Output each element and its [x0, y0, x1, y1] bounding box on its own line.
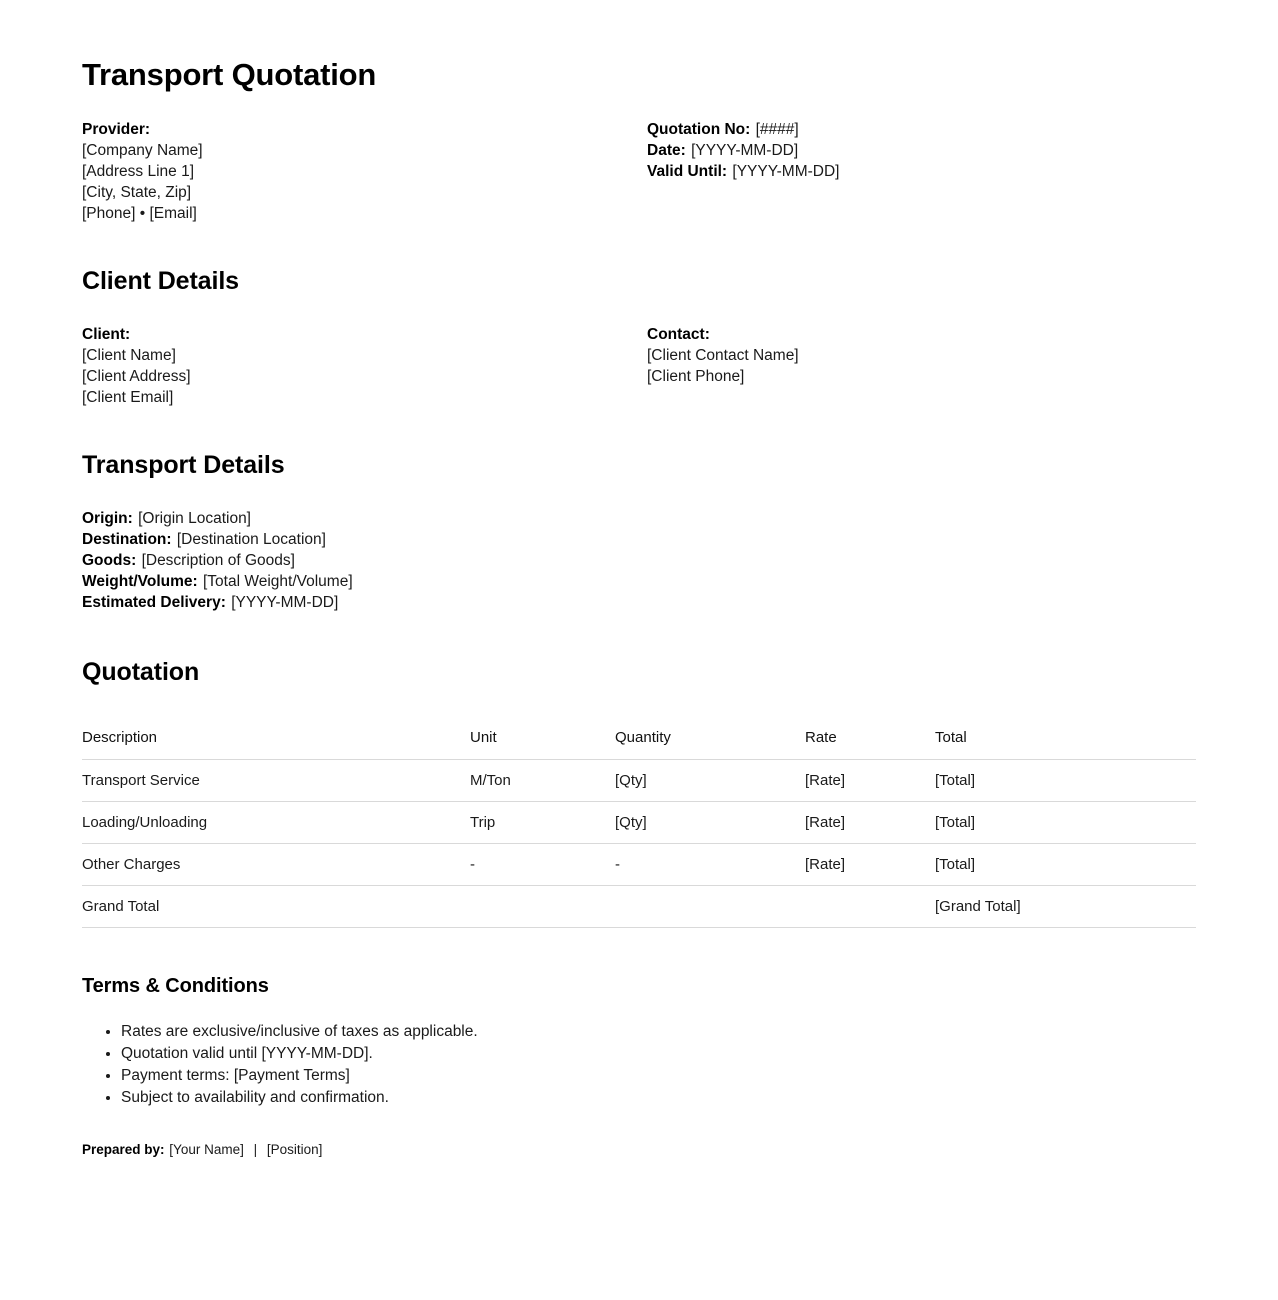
cell-rate: [Rate]: [805, 855, 846, 873]
cell-grand-total: [Grand Total]: [935, 897, 1021, 915]
terms-list: [82, 1021, 1196, 1109]
column-header-unit: Unit: [470, 728, 497, 746]
client-name: [Client Name]: [82, 347, 176, 365]
cell-unit: M/Ton: [470, 771, 511, 789]
client-details-heading: Client Details: [82, 267, 239, 296]
transport-weight-volume-line: [82, 571, 1196, 592]
column-header-quantity: Quantity: [615, 728, 671, 746]
transport-estimated-delivery-line: [82, 592, 1196, 613]
provider-phone-email: [Phone] • [Email]: [82, 205, 197, 223]
column-header-total: Total: [935, 728, 967, 746]
client-email: [Client Email]: [82, 389, 174, 407]
column-header-description: Description: [82, 728, 158, 746]
destination-value: [Destination Location]: [176, 530, 326, 548]
transport-origin-line: [82, 508, 1196, 529]
table-row: [82, 801, 1196, 843]
provider-city-state-zip: [City, State, Zip]: [82, 184, 192, 202]
prepared-by-line: [82, 1141, 1196, 1159]
transport-details-list: [82, 508, 1196, 613]
valid-until-value: [YYYY-MM-DD]: [732, 163, 840, 181]
column-header-rate: Rate: [805, 728, 837, 746]
cell-unit: Trip: [470, 813, 496, 831]
provider-address-line-1: [Address Line 1]: [82, 163, 195, 181]
table-header-row: [82, 717, 1196, 760]
quotation-table: [82, 717, 1196, 928]
cell-quantity: [Qty]: [615, 771, 647, 789]
cell-total: [Total]: [935, 771, 976, 789]
provider-block: [82, 119, 647, 224]
list-item: • Subject to availability and confirmation.: [121, 1087, 1196, 1109]
cell-total: [Total]: [935, 855, 976, 873]
cell-quantity: -: [615, 855, 620, 873]
valid-until-label: Valid Until:: [647, 163, 728, 181]
transport-details-section: [82, 450, 1196, 612]
contact-phone: [Client Phone]: [647, 368, 745, 386]
weight-volume-value: [Total Weight/Volume]: [203, 572, 353, 590]
transport-goods-line: [82, 550, 1196, 571]
cell-unit: -: [470, 855, 475, 873]
destination-label: Destination:: [82, 530, 172, 548]
cell-description: Grand Total: [82, 897, 160, 915]
transport-details-heading: Transport Details: [82, 451, 285, 480]
client-label: Client:: [82, 326, 131, 344]
table-row: [82, 759, 1196, 801]
client-block: [82, 324, 647, 408]
table-row-grand-total: [82, 885, 1196, 927]
goods-label: Goods:: [82, 551, 137, 569]
terms-section: [82, 974, 1196, 1160]
quotation-number-value: [####]: [755, 121, 799, 139]
quotation-number-line: [647, 119, 1196, 140]
cell-rate: [Rate]: [805, 813, 846, 831]
prepared-by-position: [Position]: [266, 1142, 323, 1158]
estimated-delivery-label: Estimated Delivery:: [82, 593, 226, 611]
page-title: Transport Quotation: [82, 57, 377, 92]
header-section: [82, 119, 1196, 224]
cell-total: [Total]: [935, 813, 976, 831]
quotation-date-value: [YYYY-MM-DD]: [691, 142, 799, 160]
cell-unit: [470, 885, 615, 927]
terms-heading: Terms & Conditions: [82, 974, 269, 997]
list-item: • Rates are exclusive/inclusive of taxes as applicable.: [121, 1021, 1196, 1043]
estimated-delivery-value: [YYYY-MM-DD]: [231, 593, 339, 611]
contact-name: [Client Contact Name]: [647, 347, 799, 365]
goods-value: [Description of Goods]: [141, 551, 295, 569]
transport-destination-line: [82, 529, 1196, 550]
quotation-section: [82, 657, 1196, 928]
quotation-meta-block: [647, 119, 1196, 224]
cell-quantity: [615, 885, 805, 927]
valid-until-line: [647, 161, 1196, 182]
quotation-heading: Quotation: [82, 657, 200, 686]
table-row: [82, 843, 1196, 885]
list-item: • Payment terms: [Payment Terms]: [121, 1065, 1196, 1087]
quotation-number-label: Quotation No:: [647, 121, 751, 139]
cell-description: Other Charges: [82, 855, 181, 873]
contact-label: Contact:: [647, 326, 710, 344]
cell-description: Loading/Unloading: [82, 813, 208, 831]
quotation-table-head: [82, 717, 1196, 760]
prepared-by-separator: |: [253, 1142, 258, 1158]
client-details-section: [82, 266, 1196, 408]
origin-value: [Origin Location]: [138, 509, 251, 527]
prepared-by-name: [Your Name]: [169, 1142, 244, 1158]
cell-rate: [805, 885, 935, 927]
client-contact-block: [647, 324, 1196, 408]
weight-volume-label: Weight/Volume:: [82, 572, 198, 590]
cell-rate: [Rate]: [805, 771, 846, 789]
prepared-by-label: Prepared by:: [82, 1142, 165, 1158]
list-item: • Quotation valid until [YYYY-MM-DD].: [121, 1043, 1196, 1065]
quotation-date-line: [647, 140, 1196, 161]
provider-company: [Company Name]: [82, 142, 203, 160]
cell-quantity: [Qty]: [615, 813, 647, 831]
provider-label: Provider:: [82, 121, 151, 139]
quotation-table-body: [82, 759, 1196, 927]
origin-label: Origin:: [82, 509, 133, 527]
client-address: [Client Address]: [82, 368, 191, 386]
quotation-date-label: Date:: [647, 142, 686, 160]
cell-description: Transport Service: [82, 771, 200, 789]
